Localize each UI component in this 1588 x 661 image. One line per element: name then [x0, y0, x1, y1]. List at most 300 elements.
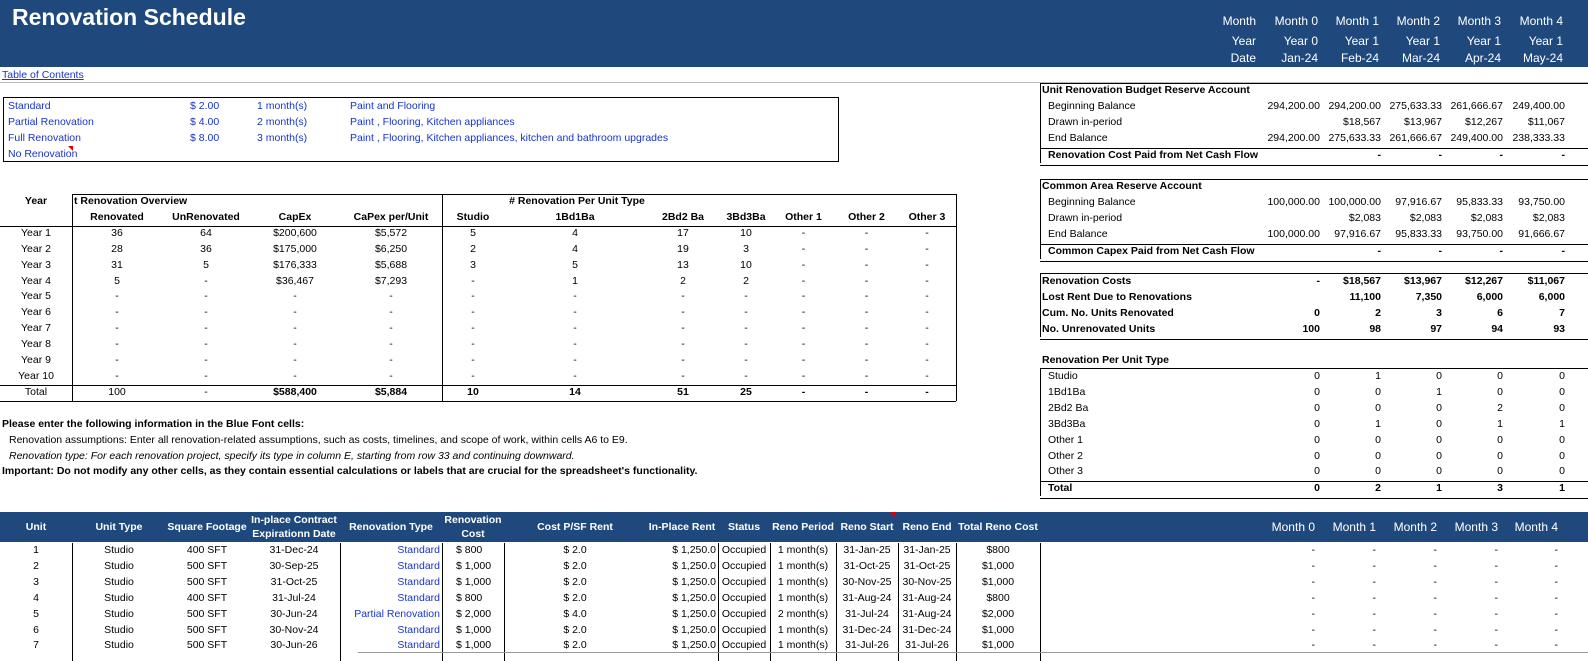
month-dash: -	[1554, 623, 1558, 636]
unit-cell: $ 1,000	[456, 623, 492, 636]
month-dash: -	[1433, 639, 1437, 652]
panel-row-label: Total	[1048, 482, 1073, 495]
overview-total-cell: -	[801, 385, 806, 398]
unit-cell: 31-Jan-25	[903, 544, 951, 556]
overview-column-header: 1Bd1Ba	[555, 210, 595, 223]
panel-row-value: -	[1561, 148, 1565, 161]
column-header-rent: In-Place Rent	[648, 521, 716, 533]
unit-cell: $2,000	[981, 607, 1015, 620]
unit-cell: 4	[33, 591, 39, 604]
panel-row-value: 0	[1497, 370, 1503, 382]
timeline-value: Month 2	[1396, 14, 1440, 28]
unit-cell: 31-Jul-26	[845, 639, 889, 652]
overview-cell: -	[204, 354, 208, 366]
panel-row-label: End Balance	[1048, 227, 1108, 240]
panel-row-value: 0	[1559, 370, 1565, 382]
overview-column-header: Other 3	[908, 210, 946, 223]
panel-row-label: Beginning Balance	[1048, 196, 1136, 208]
panel-line	[1040, 179, 1041, 259]
timeline-label: Month	[1222, 14, 1256, 28]
panel-row-value: 0	[1314, 465, 1320, 478]
overview-cell: -	[293, 322, 297, 335]
panel-row-label: Drawn in-period	[1048, 211, 1123, 224]
overview-cell: Year 8	[21, 338, 51, 351]
panel-row-value: -	[1561, 244, 1565, 257]
unit-cell: 1 month(s)	[777, 623, 829, 636]
month-dash: -	[1554, 639, 1558, 652]
panel-row-value: $18,567	[1343, 115, 1381, 128]
unit-cell: 1 month(s)	[777, 544, 829, 556]
overview-cell: 2	[680, 274, 686, 287]
panel-row-value: 0	[1559, 385, 1565, 398]
unit-cell: 1 month(s)	[777, 575, 829, 588]
overview-cell: Year 1	[21, 226, 51, 239]
renovation-type-cell[interactable]: Standard	[397, 559, 440, 572]
unit-cell: $ 800	[456, 591, 483, 604]
panel-row-value: 97,916.67	[1395, 196, 1442, 208]
panel-row-value: 91,666.67	[1518, 227, 1565, 240]
panel-row-value: 2	[1375, 306, 1381, 319]
column-header-total: Total Reno Cost	[958, 521, 1038, 533]
panel-row-value: 1	[1375, 370, 1381, 382]
overview-cell: -	[573, 290, 577, 303]
month-dash: -	[1311, 559, 1315, 572]
unit-cell: 1	[33, 544, 39, 556]
overview-cell: -	[801, 338, 806, 351]
overview-total-cell: 14	[569, 385, 581, 398]
panel-row-value: 6,000	[1476, 290, 1503, 303]
timeline-value: Year 1	[1528, 34, 1563, 48]
panel-line	[1040, 179, 1588, 180]
overview-cell: 4	[572, 242, 578, 255]
unit-cell: $800	[986, 591, 1010, 604]
panel-row-label: Drawn in-period	[1048, 115, 1123, 128]
panel-row-value: 1	[1436, 385, 1442, 398]
panel-line	[1040, 273, 1041, 337]
overview-cell: 17	[677, 226, 689, 239]
overview-column-header: Other 1	[785, 210, 822, 223]
panel-row-value: 100,000.00	[1267, 196, 1320, 208]
month-dash: -	[1311, 544, 1315, 556]
panel-row-label: Lost Rent Due to Renovations	[1042, 290, 1192, 303]
overview-cell: -	[864, 274, 869, 287]
month-dash: -	[1494, 575, 1498, 588]
unit-cell: Studio	[104, 559, 134, 572]
overview-cell: -	[744, 306, 748, 319]
overview-cell: -	[744, 322, 748, 335]
overview-cell: -	[389, 338, 393, 351]
panel-row-value: $2,083	[1348, 211, 1381, 224]
month-dash: -	[1372, 639, 1376, 652]
overview-cell: Year 2	[21, 242, 51, 255]
table-of-contents-link[interactable]: Table of Contents	[2, 69, 84, 81]
overview-total-cell: $588,400	[273, 385, 317, 398]
renovation-type-cell[interactable]: Standard	[397, 591, 440, 604]
overview-cell: 10	[740, 226, 752, 239]
overview-cell: $36,467	[276, 274, 314, 287]
panel-row-value: 100	[1302, 322, 1320, 335]
overview-cell: -	[293, 354, 297, 366]
panel-row-value: 0	[1436, 449, 1442, 462]
overview-cell: $5,572	[374, 226, 408, 239]
unit-cell: 3	[33, 575, 39, 588]
reno-type-name[interactable]: Partial Renovation	[8, 116, 94, 128]
panel-row-value: 1	[1559, 482, 1565, 495]
overview-column-header: 2Bd2 Ba	[661, 210, 704, 223]
panel-row-value: 98	[1369, 322, 1381, 335]
month-dash: -	[1554, 591, 1558, 604]
column-header-contract: In-place Contract Expirationn Date	[251, 514, 337, 540]
overview-cell: -	[744, 369, 748, 382]
unit-cell: 2	[33, 559, 39, 572]
overview-total-cell: -	[204, 385, 208, 398]
panel-row-value: -	[1438, 148, 1442, 161]
unit-cell: 30-Nov-24	[269, 623, 319, 636]
overview-cell: -	[925, 338, 929, 351]
panel-row-value: $13,967	[1404, 275, 1442, 287]
overview-total-cell: 100	[108, 385, 126, 398]
overview-column-header: Other 2	[848, 210, 885, 223]
unit-cell: $1,000	[981, 623, 1015, 636]
panel-row-value: 249,400.00	[1450, 131, 1503, 144]
panel-row-value: 0	[1375, 401, 1381, 414]
instructions-heading: Please enter the following information in the Blue Font cells:	[2, 418, 305, 430]
month-column-header: Month 3	[1454, 520, 1498, 534]
panel-row-value: 0	[1436, 417, 1442, 430]
overview-cell: -	[573, 354, 577, 366]
panel-row-label: Other 3	[1048, 465, 1084, 478]
panel-row-label: No. Unrenovated Units	[1042, 322, 1156, 335]
overview-cell: -	[801, 226, 806, 239]
unit-cell: 500 SFT	[186, 607, 228, 620]
timeline-value: Month 3	[1457, 14, 1501, 28]
overview-cell: -	[115, 338, 119, 351]
overview-cell: -	[864, 354, 869, 366]
overview-cell: -	[864, 258, 869, 271]
reno-type-period[interactable]: 3 month(s)	[257, 132, 308, 144]
per-unit-type-title: Renovation Per Unit Type	[1042, 354, 1169, 366]
panel-row-value: 100,000.00	[1328, 196, 1381, 208]
panel-row-value: -	[1316, 275, 1320, 287]
panel-line	[1040, 368, 1588, 369]
overview-cell: 4	[572, 226, 578, 239]
panel-row-value: 95,833.33	[1395, 227, 1442, 240]
unit-cell: $1,000	[981, 559, 1015, 572]
renovation-type-cell[interactable]: Standard	[397, 544, 440, 556]
unit-cell: $ 2.0	[563, 575, 587, 588]
overview-cell: -	[293, 306, 297, 319]
month-dash: -	[1494, 544, 1498, 556]
renovation-type-cell[interactable]: Standard	[397, 623, 440, 636]
panel-row-value: 0	[1559, 401, 1565, 414]
overview-column-header: Renovated	[90, 210, 144, 223]
column-header-reno_cost: Renovation Cost	[444, 514, 502, 540]
panel-row-label: Cum. No. Units Renovated	[1042, 306, 1174, 319]
panel-row-value: $2,083	[1470, 211, 1503, 224]
overview-cell: -	[864, 226, 869, 239]
unit-cell: $ 2.0	[563, 591, 587, 604]
panel-row-value: 0	[1314, 401, 1320, 414]
renovation-type-cell[interactable]: Partial Renovation	[354, 607, 440, 620]
reno-type-cost[interactable]: $ 4.00	[190, 116, 220, 128]
timeline-value: Month 4	[1519, 14, 1563, 28]
overview-cell: -	[293, 290, 297, 303]
panel-row-value: 0	[1314, 449, 1320, 462]
column-header-end: Reno End	[902, 521, 952, 533]
unit-cell: $ 1,000	[456, 559, 492, 572]
month-dash: -	[1433, 544, 1437, 556]
overview-cell: -	[204, 306, 208, 319]
overview-cell: Year 6	[21, 306, 51, 319]
unit-cell: 31-Aug-24	[902, 607, 952, 620]
overview-cell: -	[471, 322, 475, 335]
unit-cell: $ 1,000	[456, 639, 492, 652]
reno-type-cost[interactable]: $ 8.00	[190, 132, 220, 144]
overview-cell: -	[204, 338, 208, 351]
panel-row-value: 6,000	[1538, 290, 1565, 303]
reno-type-scope[interactable]: Paint , Flooring, Kitchen appliances, kitchen and bathroom upgrades	[350, 132, 669, 144]
unit-cell: 6	[33, 623, 39, 636]
overview-cell: -	[115, 306, 119, 319]
unit-cell: 400 SFT	[186, 591, 228, 604]
panel-row-value: 97	[1430, 322, 1442, 335]
overview-cell: Year 7	[21, 322, 51, 335]
month-dash: -	[1554, 575, 1558, 588]
unit-cell: $ 1,250.0	[672, 559, 716, 572]
timeline-value: Mar-24	[1401, 51, 1440, 65]
unit-cell: 31-Oct-25	[843, 559, 891, 572]
overview-cell: Year 5	[21, 290, 51, 303]
month-dash: -	[1311, 607, 1315, 620]
reno-type-scope[interactable]: Paint and Flooring	[350, 100, 436, 112]
overview-cell: 19	[677, 242, 689, 255]
unit-cell: Occupied	[721, 623, 767, 636]
comment-marker	[890, 512, 895, 517]
month-dash: -	[1311, 639, 1315, 652]
unit-cell: 30-Nov-25	[842, 575, 892, 588]
overview-cell: -	[573, 338, 577, 351]
reno-type-name[interactable]: Standard	[8, 100, 51, 112]
month-dash: -	[1494, 639, 1498, 652]
overview-cell: -	[801, 242, 806, 255]
overview-cell: Year 10	[18, 369, 54, 382]
overview-cell: -	[681, 338, 685, 351]
unit-cell: 31-Oct-25	[270, 575, 318, 588]
overview-cell: -	[471, 338, 475, 351]
reno-type-period[interactable]: 1 month(s)	[257, 100, 308, 112]
unit-cell: 31-Dec-24	[842, 623, 892, 636]
overview-cell: 31	[111, 258, 123, 271]
panel-row-label: Common Capex Paid from Net Cash Flow	[1048, 244, 1255, 257]
reno-type-name[interactable]: No Renovation	[8, 148, 78, 160]
overview-cell: -	[864, 306, 869, 319]
overview-cell: 13	[677, 258, 689, 271]
panel-row-value: 0	[1314, 417, 1320, 430]
panel-row-value: 0	[1559, 433, 1565, 446]
panel-row-value: 95,833.33	[1456, 196, 1503, 208]
unit-cell: 31-Dec-24	[902, 623, 952, 636]
overview-cell: -	[293, 338, 297, 351]
panel-row-value: 0	[1314, 385, 1320, 398]
overview-cell: -	[471, 274, 475, 287]
overview-cell: -	[864, 369, 869, 382]
unit-type-group-title: # Renovation Per Unit Type	[509, 195, 645, 207]
panel-line	[1040, 273, 1588, 274]
overview-cell: 1	[572, 274, 578, 287]
panel-row-value: 7,350	[1415, 290, 1442, 303]
unit-cell: $1,000	[981, 575, 1015, 588]
overview-cell: $6,250	[374, 242, 408, 255]
reno-type-period[interactable]: 2 month(s)	[257, 116, 308, 128]
panel-row-value: $18,567	[1343, 275, 1381, 287]
panel-row-value: 261,666.67	[1389, 131, 1442, 144]
panel-row-value: 2	[1375, 482, 1381, 495]
reno-type-cost[interactable]: $ 2.00	[190, 100, 220, 112]
unit-cell: 31-Oct-25	[903, 559, 951, 572]
month-dash: -	[1433, 559, 1437, 572]
panel-row-value: 294,200.00	[1267, 100, 1320, 112]
overview-column-header: CaPex per/Unit	[353, 210, 429, 223]
unit-cell: $ 2.0	[563, 623, 587, 636]
month-dash: -	[1372, 575, 1376, 588]
overview-cell: 64	[200, 226, 212, 239]
overview-cell: -	[744, 290, 748, 303]
unit-cell: $ 4.0	[563, 607, 587, 620]
overview-cell: -	[925, 226, 929, 239]
overview-cell: -	[925, 354, 929, 366]
overview-cell: -	[681, 290, 685, 303]
unit-cell: 31-Jul-24	[272, 591, 316, 604]
overview-cell: -	[204, 290, 208, 303]
unit-cell: 31-Jan-25	[843, 544, 891, 556]
panel-row-value: 0	[1375, 433, 1381, 446]
overview-cell: -	[925, 306, 929, 319]
overview-cell: -	[744, 338, 748, 351]
timeline-value: Jan-24	[1281, 51, 1318, 65]
unit-cell: $ 1,250.0	[672, 575, 716, 588]
unit-cell: 30-Nov-25	[902, 575, 952, 588]
panel-row-value: 238,333.33	[1512, 131, 1565, 144]
panel-row-label: 2Bd2 Ba	[1048, 401, 1089, 414]
column-header-unit: Unit	[25, 521, 47, 533]
month-column-header: Month 4	[1514, 520, 1558, 534]
overview-group-title: t Renovation Overview	[74, 195, 188, 207]
month-dash: -	[1433, 623, 1437, 636]
renovation-type-cell[interactable]: Standard	[397, 639, 440, 652]
unit-cell: 30-Jun-26	[270, 639, 318, 652]
panel-row-value: 0	[1314, 482, 1320, 495]
scrollbar-line	[358, 652, 1588, 653]
overview-cell: -	[293, 369, 297, 382]
overview-cell: 5	[203, 258, 209, 271]
overview-cell: -	[801, 306, 806, 319]
overview-cell: -	[471, 290, 475, 303]
panel-row-value: 0	[1436, 370, 1442, 382]
reno-type-name[interactable]: Full Renovation	[8, 132, 81, 144]
unit-cell: 500 SFT	[186, 639, 228, 652]
overview-cell: -	[925, 242, 929, 255]
unit-cell: $ 2.0	[563, 639, 587, 652]
overview-cell: -	[471, 306, 475, 319]
overview-cell: -	[389, 354, 393, 366]
month-dash: -	[1433, 575, 1437, 588]
panel-row-value: 1	[1497, 417, 1503, 430]
column-header-status: Status	[727, 521, 761, 533]
comment-marker	[68, 146, 73, 151]
month-dash: -	[1494, 623, 1498, 636]
overview-cell: -	[573, 369, 577, 382]
panel-row-value: 6	[1497, 306, 1503, 319]
panel-row-value: 1	[1559, 417, 1565, 430]
unit-cell: 400 SFT	[186, 544, 228, 556]
panel-row-label: Other 2	[1048, 449, 1084, 462]
instructions-line-2: Renovation type: For each renovation project, specify its type in column E, starting from row 33 and continuing downward.	[9, 450, 575, 462]
panel-line	[1040, 165, 1588, 166]
month-dash: -	[1372, 591, 1376, 604]
unit-cell: 31-Dec-24	[269, 544, 319, 556]
overview-total-cell: Total	[24, 385, 48, 398]
panel-row-value: $2,083	[1409, 211, 1442, 224]
month-column-header: Month 1	[1332, 520, 1376, 534]
overview-total-cell: 10	[467, 385, 479, 398]
reno-type-scope[interactable]: Paint , Flooring, Kitchen appliances	[350, 116, 515, 128]
overview-column-header: UnRenovated	[172, 210, 240, 223]
unit-cell: 30-Sep-25	[269, 559, 319, 572]
overview-cell: -	[801, 369, 806, 382]
column-header-reno_type: Renovation Type	[349, 521, 433, 533]
overview-vline	[956, 194, 957, 401]
timeline-value: Apr-24	[1464, 51, 1501, 65]
month-dash: -	[1372, 607, 1376, 620]
panel-row-label: Other 1	[1048, 433, 1084, 446]
instructions-line-1: Renovation assumptions: Enter all renovation-related assumptions, such as costs, timelines, and scope of work, within cells A6 to E9.	[9, 434, 628, 446]
month-column-header: Month 0	[1271, 520, 1315, 534]
unit-cell: 5	[33, 607, 39, 620]
unit-cell: $1,000	[981, 639, 1015, 652]
panel-row-value: 0	[1314, 370, 1320, 382]
panel-row-value: $13,967	[1404, 115, 1442, 128]
overview-cell: -	[681, 369, 685, 382]
panel-row-value: $12,267	[1465, 115, 1503, 128]
panel-row-value: 94	[1491, 322, 1503, 335]
panel-line	[1040, 368, 1041, 496]
panel-row-value: 0	[1497, 433, 1503, 446]
panel-line	[1040, 339, 1588, 340]
column-header-unit_type: Unit Type	[95, 521, 143, 533]
overview-total-cell: 25	[740, 385, 752, 398]
overview-cell: Year 4	[21, 274, 51, 287]
panel-row-value: 97,916.67	[1334, 227, 1381, 240]
unit-cell: 1 month(s)	[777, 639, 829, 652]
overview-cell: -	[573, 322, 577, 335]
panel-row-label: End Balance	[1048, 131, 1108, 144]
overview-cell: 5	[114, 274, 120, 287]
panel-row-label: 1Bd1Ba	[1048, 385, 1086, 398]
panel-row-label: Studio	[1048, 370, 1078, 382]
panel-row-value: 0	[1436, 433, 1442, 446]
panel-row-value: 2	[1497, 401, 1503, 414]
overview-cell: -	[925, 369, 929, 382]
unit-cell: $800	[986, 544, 1010, 556]
unit-cell: 1 month(s)	[777, 591, 829, 604]
panel-row-value: 1	[1436, 482, 1442, 495]
renovation-type-cell[interactable]: Standard	[397, 575, 440, 588]
overview-cell: Year 9	[21, 354, 51, 366]
panel-line	[1040, 83, 1041, 163]
overview-column-header: Studio	[456, 210, 490, 223]
panel-line	[1040, 83, 1588, 84]
unit-cell: Studio	[104, 607, 134, 620]
